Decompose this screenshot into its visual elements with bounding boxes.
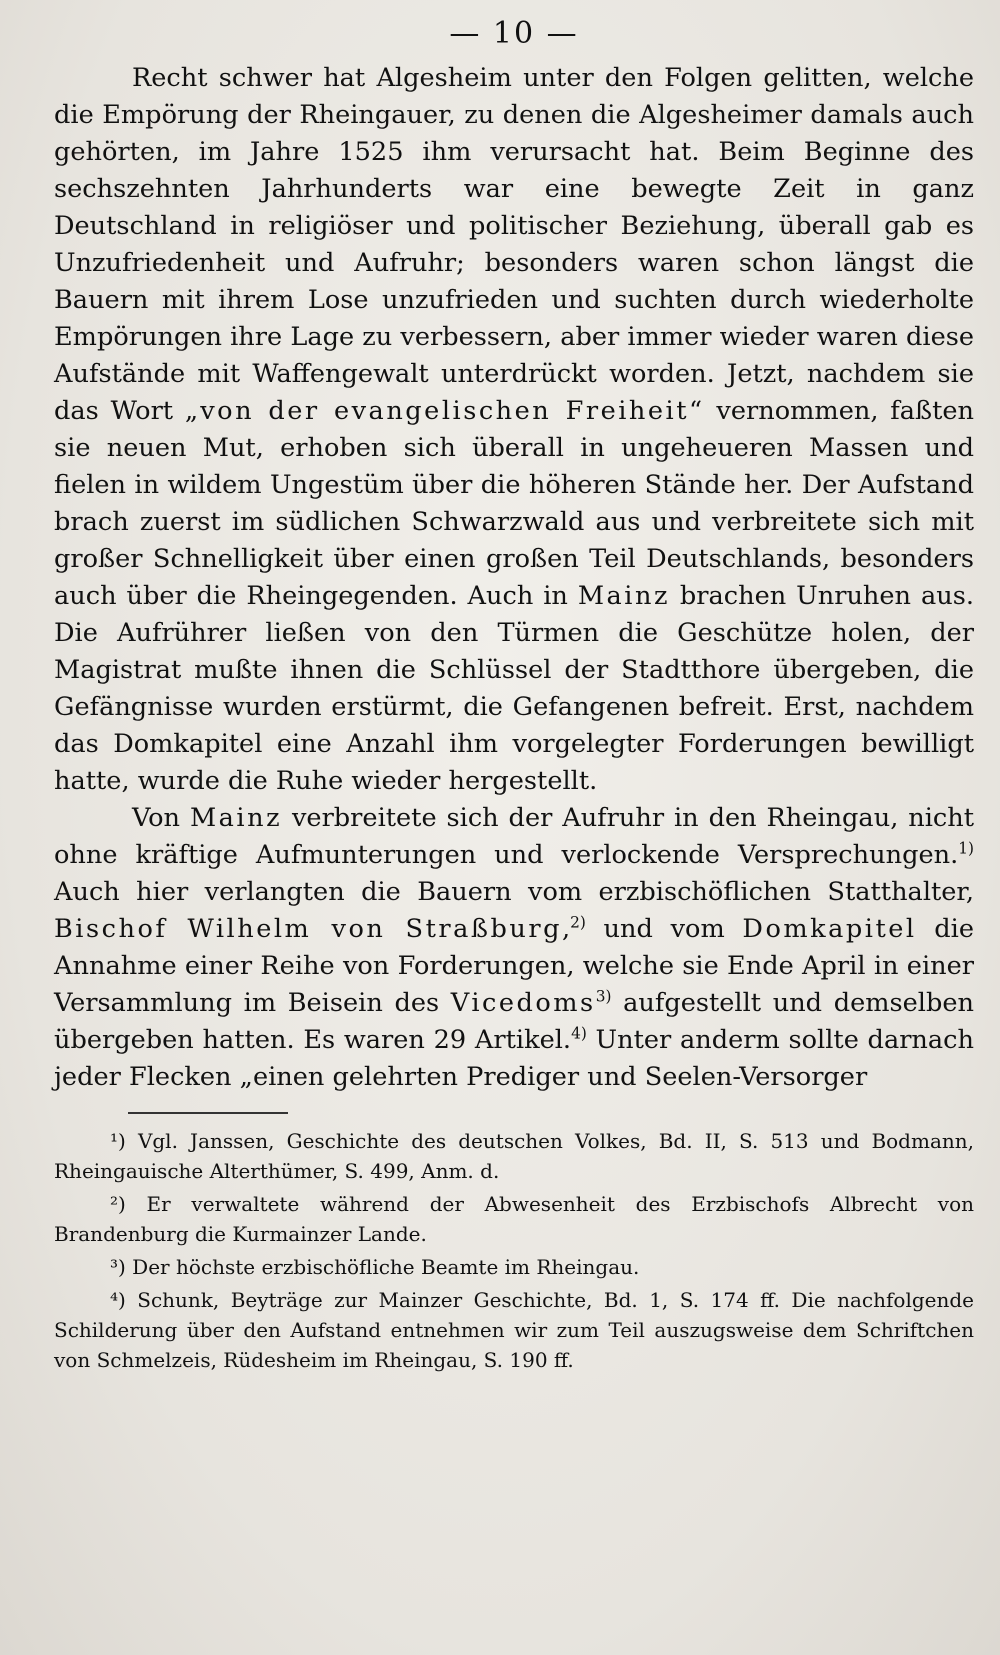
p2-text-4: Auch hier verlangten die Bauern vom erzbischöflichen Statthalter, <box>54 877 974 907</box>
footnote-1: ¹) Vgl. Janssen, Geschichte des deutschen Volkes, Bd. II, S. 513 und Bodmann, Rheingauische Alterthümer, S. 499, Anm. d. <box>54 1129 974 1183</box>
footnote-ref-1: 1) <box>958 839 974 858</box>
footnotes <box>54 1126 974 1375</box>
paragraph-1 <box>54 60 974 800</box>
p1-text-1: Recht schwer hat Algesheim unter den Folgen gelitten, welche die Empörung der Rheingauer, zu denen die Algesheimer damals auch gehörten, im Jahre 1525 ihm verursacht hat. Beim Beginne des sechszehnten Jahrhunderts war eine bewegte Zeit in ganz Deutschland in religiöser und politischer Beziehung, überall gab es Unzufriedenheit und Aufruhr; besonders waren schon längst die Bauern mit ihrem Lose unzufrieden und suchten durch wiederholte Empörungen ihre Lage zu verbessern, aber immer wieder waren diese Aufstände mit Waffengewalt unterdrückt worden. Jetzt, nachdem sie das Wort <box>54 63 974 426</box>
p2-text-1: Von <box>132 803 190 833</box>
main-text <box>54 60 974 1096</box>
p2-text-5: , <box>561 914 571 944</box>
p2-text-3: , nicht ohne kräftige Aufmunterungen und verlockende Versprechungen. <box>54 803 974 870</box>
page-number: — 10 — <box>449 16 579 51</box>
p2-text-9: Unter anderm sollte darnach jeder Flecken „einen gelehrten Prediger und Seelen-Versorger <box>54 1025 974 1092</box>
p2-domkapitel: Domkapitel <box>742 914 917 944</box>
footnote-ref-3: 3) <box>595 987 612 1006</box>
paragraph-2 <box>54 800 974 1096</box>
p2-text-7: die Annahme einer Reihe von Forderungen, welche sie Ende April in einer Versammlung im Beisein des <box>54 914 974 1018</box>
p2-text-8: aufgestellt und demselben übergeben hatten. Es waren 29 Artikel. <box>54 988 974 1055</box>
footnote-divider <box>128 1112 288 1114</box>
p1-phrase-evangelical-freedom: „von der evangelischen Freiheit“ <box>184 396 705 426</box>
footnote-ref-2: 2) <box>570 913 586 932</box>
p2-vicedom: Vicedoms <box>450 988 596 1018</box>
footnote-2: ²) Er verwaltete während der Abwesenheit des Erzbischofs Albrecht von Brandenburg die Kurmainzer Lande. <box>54 1192 974 1246</box>
p1-text-2: vernommen, faßten sie neuen Mut, erhoben sich überall in ungeheueren Massen und fielen in wildem Ungestüm über die höheren Stände her. Der Aufstand brach zuerst im südlichen Schwarzwald aus und verbreitete sich mit großer Schnelligkeit über einen großen Teil Deutschlands, besonders auch über die Rheingegenden. Auch in <box>54 396 975 611</box>
p1-text-3: brachen Unruhen aus. Die Aufrührer ließen von den Türmen die Geschütze holen, der Magistrat mußte ihnen die Schlüssel der Stadtthore übergeben, die Gefängnisse wurden erstürmt, die Gefangenen befreit. Erst, nachdem das Domkapitel eine Anzahl ihm vorgelegter Forderungen bewilligt hatte, wurde die Ruhe wieder hergestellt. <box>54 581 974 796</box>
footnote-3: ³) Der höchste erzbischöfliche Beamte im Rheingau. <box>110 1255 640 1279</box>
p1-mainz: Mainz <box>577 581 670 611</box>
p2-rheingau: Rheingau <box>766 803 891 833</box>
p2-text-2: verbreitete sich der Aufruhr in den <box>282 803 767 833</box>
p2-bishop-name: Bischof Wilhelm von Straßburg <box>54 914 562 944</box>
p2-text-6: und vom <box>585 914 743 944</box>
p2-mainz: Mainz <box>189 803 283 833</box>
footnote-ref-4: 4) <box>571 1024 587 1043</box>
footnote-4: ⁴) Schunk, Beyträge zur Mainzer Geschichte, Bd. 1, S. 174 ff. Die nachfolgende Schilderung über den Aufstand entnehmen wir zum Teil auszugsweise dem Schriftchen von Schmelzeis, Rüdesheim im Rheingau, S. 190 ff. <box>54 1288 974 1372</box>
